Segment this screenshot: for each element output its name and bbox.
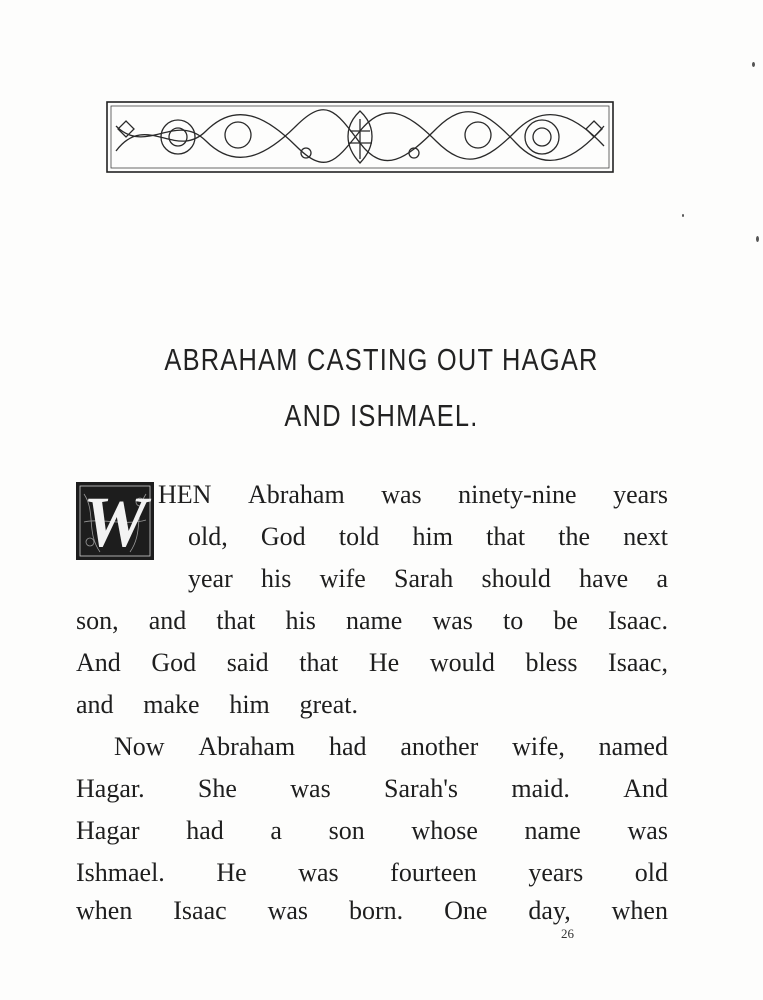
body-line — [76, 606, 668, 636]
word: name — [346, 606, 403, 635]
word: fourteen — [390, 858, 477, 887]
word: another — [400, 732, 479, 761]
word: HEN — [158, 480, 212, 509]
word: day, — [528, 896, 571, 925]
body-line — [76, 896, 668, 926]
word: She — [197, 774, 237, 803]
word: was — [298, 858, 339, 887]
word: was — [381, 480, 422, 509]
word: Abraham — [247, 480, 345, 509]
word: the — [558, 522, 591, 551]
word: old — [634, 858, 668, 887]
word: ninety-nine — [458, 480, 577, 509]
word: when — [76, 896, 133, 925]
word: Hagar — [76, 816, 140, 845]
word: He — [368, 648, 400, 677]
word: should — [481, 564, 551, 593]
word: would — [429, 648, 495, 677]
body-line — [76, 816, 668, 846]
word: his — [261, 564, 292, 593]
word: that — [486, 522, 526, 551]
word: a — [270, 816, 282, 845]
word: and — [76, 690, 114, 719]
word: was — [290, 774, 331, 803]
word: had — [328, 732, 367, 761]
body-line — [188, 564, 668, 594]
word: year — [188, 564, 233, 593]
word: was — [267, 896, 309, 925]
page-title-line-1: ABRAHAM CASTING OUT HAGAR — [164, 342, 599, 377]
word: And — [76, 648, 121, 677]
word: bless — [525, 648, 578, 677]
word: Isaac — [173, 896, 227, 925]
word: him — [412, 522, 453, 551]
ornamental-banner — [106, 101, 614, 173]
word: Now — [114, 732, 165, 761]
word: when — [611, 896, 668, 925]
word: be — [553, 606, 578, 635]
word: make — [143, 690, 200, 719]
body-line — [76, 690, 358, 720]
word: was — [432, 606, 473, 635]
word: son, — [76, 606, 119, 635]
drop-cap — [76, 482, 154, 560]
word: God — [151, 648, 197, 677]
word: years — [613, 480, 668, 509]
word: old, — [188, 522, 228, 551]
scan-speck — [752, 62, 755, 67]
body-line — [76, 774, 668, 804]
word: to — [503, 606, 524, 635]
word: him — [229, 690, 270, 719]
word: Ishmael. — [76, 858, 165, 887]
word: that — [216, 606, 256, 635]
word: had — [186, 816, 224, 845]
word: son — [328, 816, 365, 845]
page-title-line-2: AND ISHMAEL. — [284, 398, 479, 433]
body-line — [76, 858, 668, 888]
word: named — [598, 732, 668, 761]
word: name — [524, 816, 581, 845]
word: told — [338, 522, 380, 551]
word: And — [623, 774, 668, 803]
word: One — [444, 896, 488, 925]
word: born. — [348, 896, 404, 925]
body-line — [158, 480, 668, 510]
word: maid. — [511, 774, 570, 803]
word: his — [285, 606, 316, 635]
word: Hagar. — [76, 774, 145, 803]
word: Isaac. — [608, 606, 668, 635]
scan-speck — [756, 236, 759, 242]
word: He — [216, 858, 247, 887]
body-line — [114, 732, 668, 762]
drop-cap-letter: W — [82, 482, 148, 562]
word: said — [226, 648, 269, 677]
word: and — [148, 606, 187, 635]
word: have — [579, 564, 629, 593]
word: wife, — [512, 732, 565, 761]
word: that — [299, 648, 339, 677]
scan-speck — [682, 214, 684, 217]
word: wife — [319, 564, 366, 593]
word: Isaac, — [608, 648, 668, 677]
word: Abraham — [198, 732, 296, 761]
body-line — [188, 522, 668, 552]
word: God — [260, 522, 306, 551]
body-line — [76, 648, 668, 678]
word: next — [623, 522, 668, 551]
word: years — [528, 858, 584, 887]
word: a — [656, 564, 668, 593]
word: Sarah — [394, 564, 454, 593]
word: whose — [411, 816, 478, 845]
word: was — [627, 816, 668, 845]
page-number: 26 — [561, 926, 574, 941]
word: great. — [299, 690, 358, 719]
word: Sarah's — [384, 774, 459, 803]
